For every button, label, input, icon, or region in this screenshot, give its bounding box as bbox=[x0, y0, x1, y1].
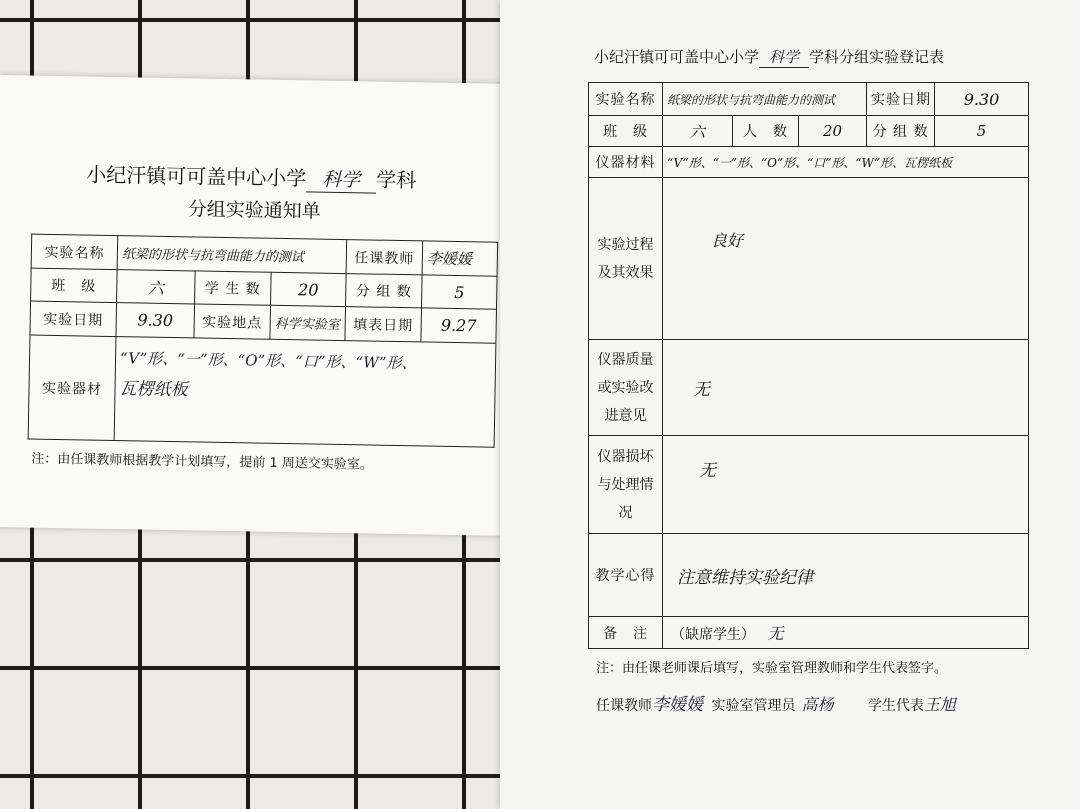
value-exp-name: 纸梁的形状与抗弯曲能力的测试 bbox=[663, 83, 867, 116]
notice-table bbox=[28, 234, 499, 448]
label-exp-name: 实验名称 bbox=[31, 234, 118, 269]
value-exp-date: 9.30 bbox=[935, 83, 1029, 116]
notice-footnote: 注：由任课教师根据教学计划填写，提前 1 周送交实验室。 bbox=[31, 451, 373, 473]
register-sheet bbox=[500, 0, 1080, 809]
label-students: 学 生 数 bbox=[195, 271, 272, 305]
label-equipment: 实验器材 bbox=[28, 335, 116, 440]
teacher-signature: 李媛媛 bbox=[652, 695, 703, 715]
subject-handwritten: 科学 bbox=[306, 164, 376, 193]
student-signature: 王旭 bbox=[923, 695, 956, 714]
label-fill-date: 填表日期 bbox=[345, 307, 422, 342]
admin-sign-label: 实验室管理员 bbox=[711, 698, 796, 714]
label-teacher: 任课教师 bbox=[346, 240, 423, 275]
value-exp-name: 纸梁的形状与抗弯曲能力的测试 bbox=[117, 236, 347, 274]
remarks-prefix: （缺席学生） bbox=[671, 627, 755, 643]
value-class: 六 bbox=[117, 270, 196, 304]
signature-row bbox=[596, 690, 956, 715]
label-location: 实验地点 bbox=[194, 304, 271, 339]
value-students: 20 bbox=[271, 272, 347, 306]
value-people: 20 bbox=[799, 116, 867, 147]
label-process: 实验过程及其效果 bbox=[589, 178, 663, 340]
label-people: 人 数 bbox=[733, 116, 799, 147]
label-groups: 分 组 数 bbox=[867, 116, 935, 147]
label-exp-date: 实验日期 bbox=[30, 301, 117, 336]
equipment-line-2: 瓦楞纸板 bbox=[119, 379, 188, 401]
value-reflection: 注意维持实验纪律 bbox=[663, 534, 1029, 617]
register-table bbox=[588, 82, 1029, 649]
label-materials: 仪器材料 bbox=[589, 147, 663, 178]
value-materials: “V”形、“一”形、“O”形、“口”形、“W”形、瓦楞纸板 bbox=[663, 147, 1029, 178]
value-fill-date: 9.27 bbox=[421, 308, 497, 343]
value-quality: 无 bbox=[663, 340, 1029, 436]
value-groups: 5 bbox=[421, 275, 497, 309]
value-damage: 无 bbox=[663, 436, 1029, 534]
label-quality: 仪器质量或实验改进意见 bbox=[589, 340, 663, 436]
label-class: 班 级 bbox=[31, 268, 118, 302]
label-reflection: 教学心得 bbox=[589, 534, 663, 617]
notice-sheet bbox=[0, 75, 512, 536]
label-groups: 分 组 数 bbox=[346, 274, 423, 308]
notice-title-line1: 小纪汗镇可可盖中心小学 科学 学科 bbox=[86, 162, 417, 193]
value-location: 科学实验室 bbox=[270, 305, 346, 340]
value-class: 六 bbox=[663, 116, 733, 147]
label-exp-name: 实验名称 bbox=[589, 83, 663, 116]
label-damage: 仪器损坏与处理情况 bbox=[589, 436, 663, 534]
teacher-sign-label: 任课教师 bbox=[596, 698, 652, 714]
admin-signature: 高杨 bbox=[801, 695, 834, 714]
label-exp-date: 实验日期 bbox=[867, 83, 935, 116]
remarks-value: 无 bbox=[767, 624, 784, 643]
value-remarks bbox=[663, 617, 1029, 649]
value-exp-date: 9.30 bbox=[116, 303, 195, 338]
student-sign-label: 学生代表 bbox=[867, 698, 924, 714]
value-teacher: 李媛媛 bbox=[422, 241, 498, 276]
equipment-line-1: “V”形、“一”形、“O”形、“口”形、“W”形、 bbox=[119, 349, 417, 373]
notice-title-line2: 分组实验通知单 bbox=[187, 198, 321, 223]
register-title: 小纪汗镇可可盖中心小学 科学 学科分组实验登记表 bbox=[594, 48, 945, 66]
label-remarks: 备 注 bbox=[589, 617, 663, 649]
subject-handwritten: 科学 bbox=[759, 46, 809, 68]
label-class: 班 级 bbox=[589, 116, 663, 147]
value-groups: 5 bbox=[935, 116, 1029, 147]
register-footnote: 注：由任课老师课后填写，实验室管理教师和学生代表签字。 bbox=[596, 661, 948, 676]
value-process: 良好 bbox=[663, 178, 1029, 340]
value-equipment bbox=[114, 337, 496, 448]
